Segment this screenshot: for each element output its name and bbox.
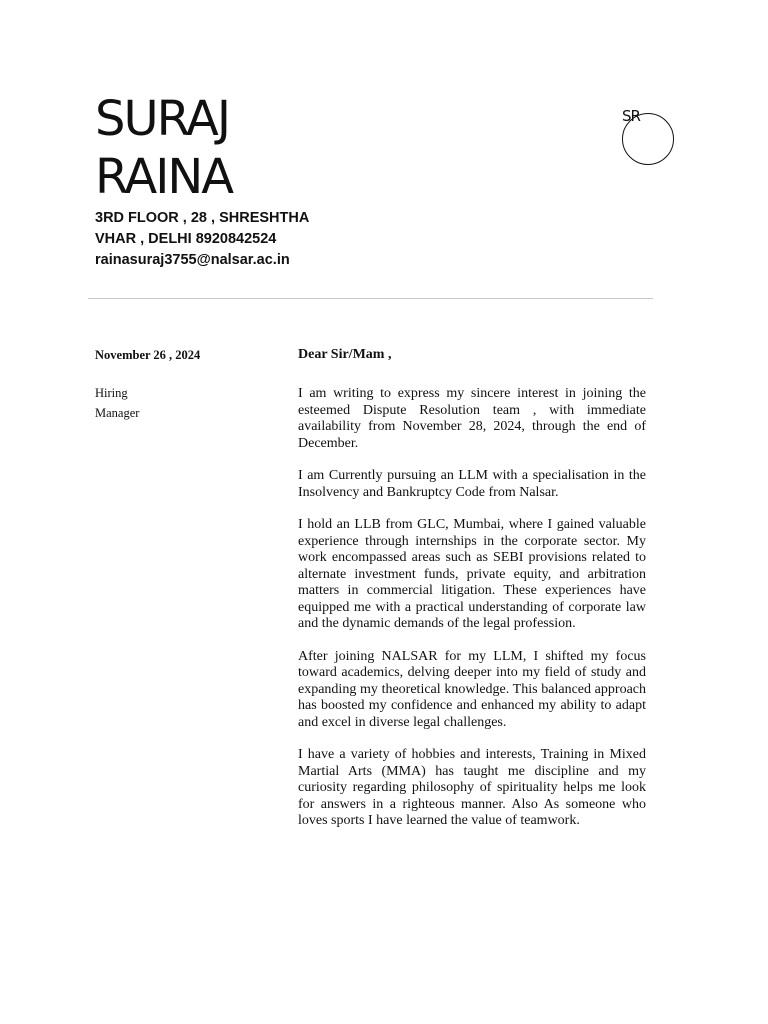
email-address: rainasuraj3755@nalsar.ac.in <box>95 252 290 268</box>
recipient-line-2: Manager <box>95 406 140 420</box>
letter-sidebar <box>95 346 275 423</box>
name-first: SURAJ <box>95 91 229 147</box>
letter-body <box>298 346 646 846</box>
address-line-1: 3RD FLOOR , 28 , SHRESHTHA <box>95 210 310 226</box>
body-paragraph-2: I am Currently pursuing an LLM with a specialisation in the Insolvency and Bankruptcy Code from Nalsar. <box>298 468 646 500</box>
body-paragraph-4: After joining NALSAR for my LLM, I shifted my focus toward academics, delving deeper into my field of study and expanding my theoretical knowledge. This balanced approach has boosted my confidence and enhanced my ability to adapt and excel in diverse legal challenges. <box>298 648 646 730</box>
address-line-2: VHAR , DELHI 8920842524 <box>95 231 277 247</box>
header-divider <box>88 298 653 299</box>
salutation: Dear Sir/Mam , <box>298 347 392 362</box>
letter-date: November 26 , 2024 <box>95 348 201 362</box>
body-paragraph-3: I hold an LLB from GLC, Mumbai, where I gained valuable experience through internships in the corporate sector. My work encompassed areas such as SEBI provisions related to alternate investment funds, private equity, and arbitration matters in commercial litigation. These experiences have equipped me with a practical understanding of corporate law and the dynamic demands of the legal profession. <box>298 517 646 631</box>
name-last: RAINA <box>95 149 233 205</box>
monogram-initials: SR <box>622 107 640 125</box>
recipient <box>95 383 275 423</box>
body-paragraph-1: I am writing to express my sincere interest in joining the esteemed Dispute Resolution team , with immediate availability from November 28, 2024, through the end of December. <box>298 386 646 451</box>
recipient-line-1: Hiring <box>95 386 128 400</box>
body-paragraph-5: I have a variety of hobbies and interests, Training in Mixed Martial Arts (MMA) has taught me discipline and my curiosity regarding philosophy of spirituality helps me look for answers in a righteous manner. Also As someone who loves sports I have learned the value of teamwork. <box>298 747 646 828</box>
